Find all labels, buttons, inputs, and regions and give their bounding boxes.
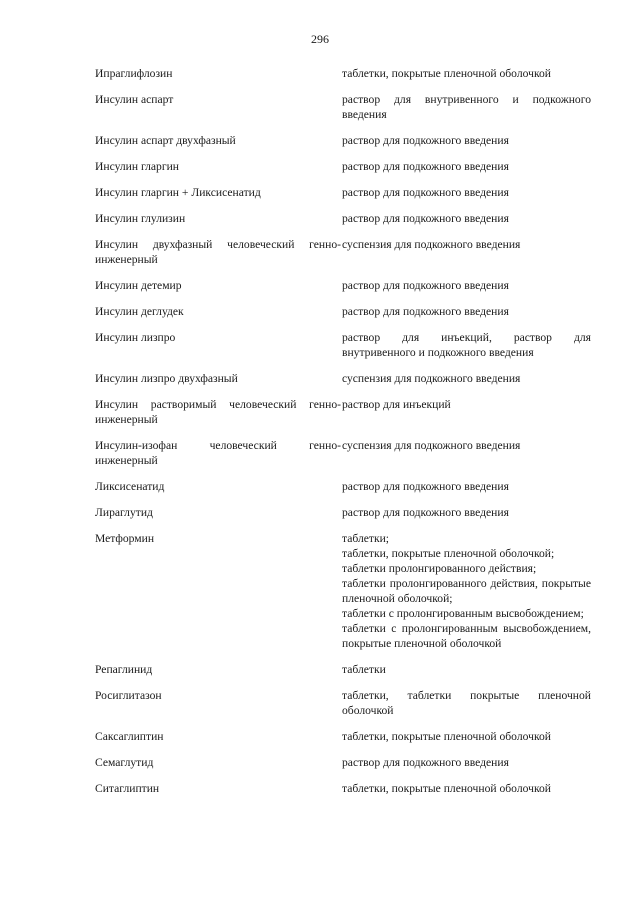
drug-name: Инсулин лизпро двухфазный — [95, 372, 238, 385]
drug-name: Метформин — [95, 532, 155, 545]
table-row — [0, 662, 640, 677]
table-row — [0, 688, 640, 718]
table-row — [0, 330, 640, 360]
drug-name: Инсулин двухфазный человеческий генно-инженерный — [95, 238, 341, 266]
table-row — [0, 397, 640, 427]
table-row — [0, 211, 640, 226]
table-row — [0, 505, 640, 520]
table-row — [0, 278, 640, 293]
table-row — [0, 729, 640, 744]
drug-name: Инсулин аспарт — [95, 93, 174, 106]
drug-name: Инсулин лизпро — [95, 331, 176, 344]
dosage-form: таблетки, покрытые пленочной оболочкой — [342, 782, 551, 795]
dosage-form: таблетки, таблетки покрытые пленочной оболочкой — [342, 689, 591, 717]
dosage-form: раствор для подкожного введения — [342, 134, 509, 147]
table-row — [0, 781, 640, 796]
drug-name: Ипраглифлозин — [95, 67, 173, 80]
dosage-form: суспензия для подкожного введения — [342, 439, 521, 452]
table-row — [0, 159, 640, 174]
drug-name: Инсулин детемир — [95, 279, 182, 292]
table-row — [0, 92, 640, 122]
drug-name: Инсулин гларгин — [95, 160, 180, 173]
drug-name: Росиглитазон — [95, 689, 162, 702]
table-row — [0, 479, 640, 494]
drug-name: Лираглутид — [95, 506, 153, 519]
dosage-form: раствор для подкожного введения — [342, 756, 509, 769]
dosage-form: раствор для внутривенного и подкожного введения — [342, 93, 591, 121]
dosage-form: таблетки — [342, 663, 386, 676]
dosage-form: таблетки; таблетки, покрытые пленочной оболочкой; таблетки пролонгированного действия; таблетки пролонгированного действия, покрытые пленочной оболочкой; таблетки с пролонгированным высвобождением; таблетки с пролонгированным высвобождением, покрытые пленочной оболочкой — [342, 532, 591, 650]
dosage-form: раствор для подкожного введения — [342, 305, 509, 318]
table-row — [0, 438, 640, 468]
table-row — [0, 133, 640, 148]
drug-name: Инсулин растворимый человеческий генно-инженерный — [95, 398, 341, 426]
table-row — [0, 531, 640, 651]
drug-name: Ликсисенатид — [95, 480, 165, 493]
drug-name: Инсулин-изофан человеческий генно-инженерный — [95, 439, 341, 467]
table-row — [0, 66, 640, 81]
drug-list-table — [0, 66, 640, 807]
drug-name: Ситаглиптин — [95, 782, 160, 795]
dosage-form: раствор для подкожного введения — [342, 279, 509, 292]
dosage-form: раствор для подкожного введения — [342, 186, 509, 199]
dosage-form: раствор для подкожного введения — [342, 160, 509, 173]
page-number: 296 — [311, 32, 329, 46]
dosage-form: раствор для подкожного введения — [342, 480, 509, 493]
table-row — [0, 237, 640, 267]
dosage-form: суспензия для подкожного введения — [342, 238, 521, 251]
dosage-form: таблетки, покрытые пленочной оболочкой — [342, 730, 551, 743]
dosage-form: таблетки, покрытые пленочной оболочкой — [342, 67, 551, 80]
drug-name: Репаглинид — [95, 663, 153, 676]
drug-name: Саксаглиптин — [95, 730, 164, 743]
dosage-form: раствор для инъекций, раствор для внутривенного и подкожного введения — [342, 331, 591, 359]
table-row — [0, 304, 640, 319]
drug-name: Семаглутид — [95, 756, 154, 769]
drug-name: Инсулин гларгин + Ликсисенатид — [95, 186, 261, 199]
table-row — [0, 755, 640, 770]
dosage-form: раствор для инъекций — [342, 398, 451, 411]
table-row — [0, 185, 640, 200]
dosage-form: раствор для подкожного введения — [342, 506, 509, 519]
drug-name: Инсулин аспарт двухфазный — [95, 134, 236, 147]
dosage-form: раствор для подкожного введения — [342, 212, 509, 225]
drug-name: Инсулин деглудек — [95, 305, 184, 318]
table-row — [0, 371, 640, 386]
drug-name: Инсулин глулизин — [95, 212, 186, 225]
dosage-form: суспензия для подкожного введения — [342, 372, 521, 385]
